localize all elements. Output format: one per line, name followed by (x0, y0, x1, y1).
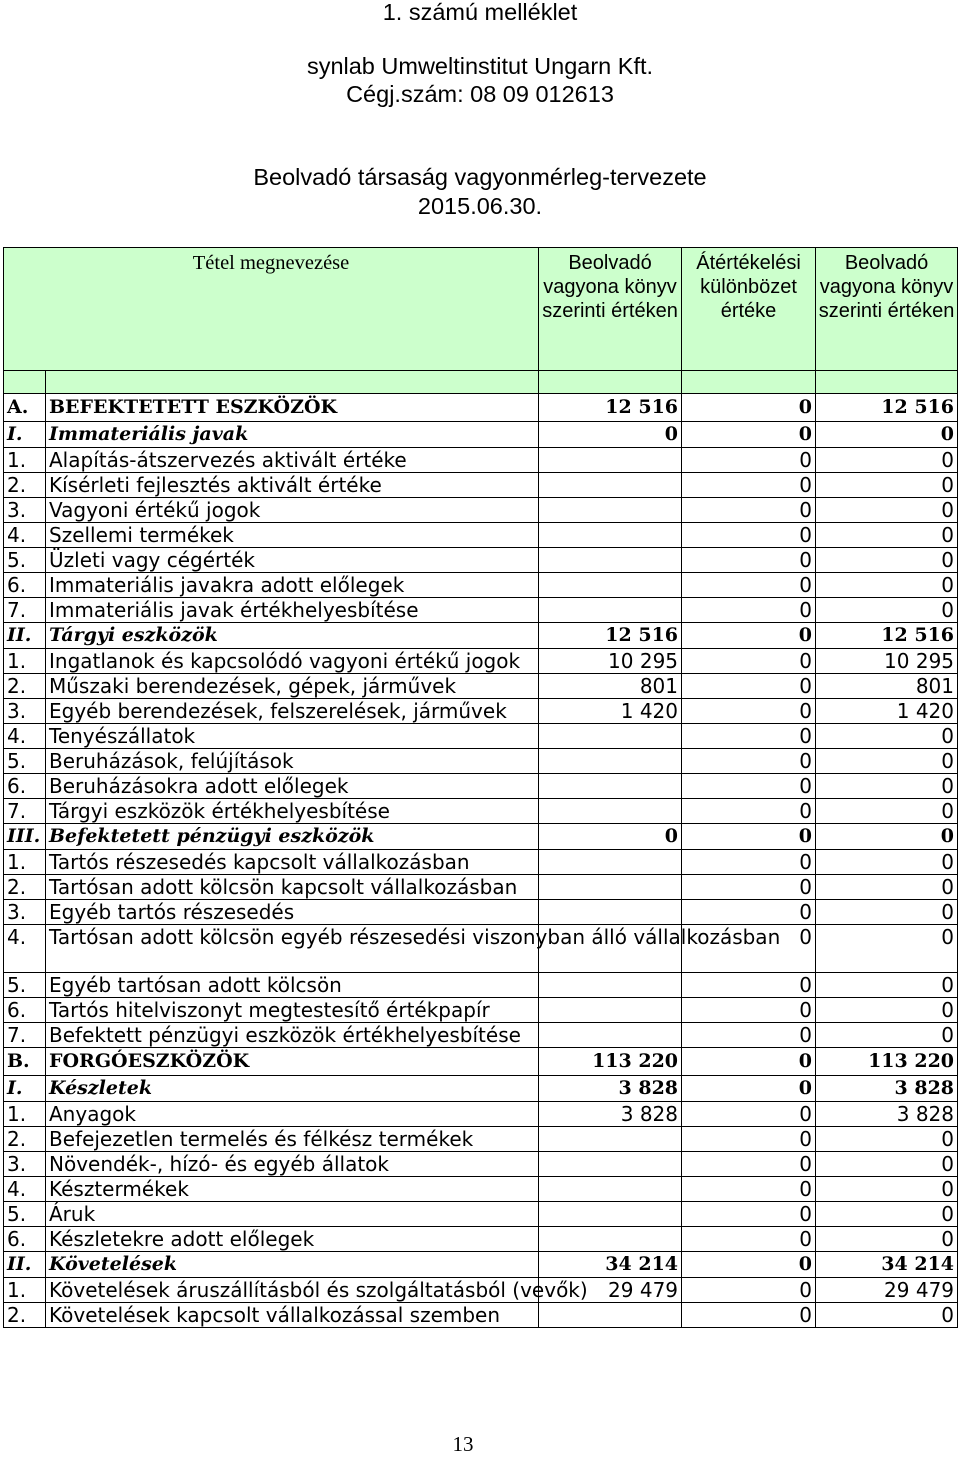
row-book-value: 801 (539, 674, 682, 699)
row-number: II. (4, 1252, 46, 1278)
row-number: A. (4, 394, 46, 422)
row-result-value: 0 (816, 774, 958, 799)
table-header-row (4, 248, 958, 371)
row-label: Üzleti vagy cégérték (46, 548, 539, 573)
table-row (4, 1202, 958, 1227)
row-label: Késztermékek (46, 1177, 539, 1202)
row-number: 4. (4, 1177, 46, 1202)
table-row (4, 473, 958, 498)
row-revaluation: 0 (682, 799, 816, 824)
row-number: 4. (4, 724, 46, 749)
row-label: BEFEKTETETT ESZKÖZÖK (46, 394, 539, 422)
row-label: Tárgyi eszközök értékhelyesbítése (46, 799, 539, 824)
row-result-value: 10 295 (816, 649, 958, 674)
row-number: I. (4, 1076, 46, 1102)
row-result-value: 0 (816, 749, 958, 774)
row-label: Egyéb tartós részesedés (46, 900, 539, 925)
row-label: Befektetett pénzügyi eszközök (46, 824, 539, 850)
row-revaluation: 0 (682, 749, 816, 774)
row-book-value (539, 1127, 682, 1152)
row-revaluation: 0 (682, 523, 816, 548)
row-book-value (539, 473, 682, 498)
row-result-value: 29 479 (816, 1278, 958, 1303)
table-row (4, 799, 958, 824)
row-book-value: 12 516 (539, 394, 682, 422)
row-revaluation: 0 (682, 422, 816, 448)
row-label: Befejezetlen termelés és félkész termékek (46, 1127, 539, 1152)
row-revaluation: 0 (682, 548, 816, 573)
row-label: Anyagok (46, 1102, 539, 1127)
row-revaluation: 0 (682, 925, 816, 973)
row-number: 2. (4, 473, 46, 498)
balance-table (3, 247, 958, 1328)
row-number: 6. (4, 1227, 46, 1252)
row-book-value: 29 479 (539, 1278, 682, 1303)
row-label: Beruházások, felújítások (46, 749, 539, 774)
table-row (4, 1023, 958, 1048)
row-number: 6. (4, 573, 46, 598)
row-book-value (539, 1202, 682, 1227)
row-label: Immateriális javak értékhelyesbítése (46, 598, 539, 623)
row-result-value: 0 (816, 1227, 958, 1252)
row-book-value (539, 598, 682, 623)
row-result-value: 0 (816, 598, 958, 623)
row-revaluation: 0 (682, 1303, 816, 1328)
row-result-value: 0 (816, 900, 958, 925)
table-row (4, 774, 958, 799)
row-result-value: 0 (816, 973, 958, 998)
table-row (4, 394, 958, 422)
table-row (4, 900, 958, 925)
row-label: Tartós hitelviszonyt megtestesítő értékpapír (46, 998, 539, 1023)
row-book-value: 0 (539, 422, 682, 448)
row-label: Vagyoni értékű jogok (46, 498, 539, 523)
spacer-cell (539, 371, 682, 394)
table-row (4, 523, 958, 548)
row-result-value: 0 (816, 473, 958, 498)
row-book-value (539, 900, 682, 925)
row-book-value (539, 998, 682, 1023)
row-revaluation: 0 (682, 1023, 816, 1048)
row-result-value: 0 (816, 850, 958, 875)
row-number: 4. (4, 523, 46, 548)
row-result-value: 0 (816, 824, 958, 850)
row-result-value: 0 (816, 1177, 958, 1202)
table-row (4, 623, 958, 649)
row-label: Tárgyi eszközök (46, 623, 539, 649)
row-result-value: 12 516 (816, 394, 958, 422)
row-number: 5. (4, 973, 46, 998)
row-number: 1. (4, 448, 46, 473)
row-number: 7. (4, 598, 46, 623)
row-result-value: 0 (816, 1152, 958, 1177)
row-revaluation: 0 (682, 448, 816, 473)
column-header-revaluation: Átértékelési különbözet értéke (682, 248, 816, 371)
row-number: 3. (4, 1152, 46, 1177)
table-row (4, 699, 958, 724)
row-result-value: 12 516 (816, 623, 958, 649)
table-row (4, 498, 958, 523)
row-book-value (539, 448, 682, 473)
row-number: II. (4, 623, 46, 649)
row-revaluation: 0 (682, 1127, 816, 1152)
row-revaluation: 0 (682, 1152, 816, 1177)
row-revaluation: 0 (682, 1202, 816, 1227)
row-label: Tartósan adott kölcsön kapcsolt vállalkozásban (46, 875, 539, 900)
table-row (4, 925, 958, 973)
row-result-value: 0 (816, 1303, 958, 1328)
spacer-cell (816, 371, 958, 394)
row-label: Tenyészállatok (46, 724, 539, 749)
row-result-value: 34 214 (816, 1252, 958, 1278)
row-book-value (539, 1303, 682, 1328)
row-result-value: 0 (816, 998, 958, 1023)
table-row (4, 598, 958, 623)
row-label: Alapítás-átszervezés aktivált értéke (46, 448, 539, 473)
row-book-value (539, 973, 682, 998)
row-number: 7. (4, 1023, 46, 1048)
row-book-value: 1 420 (539, 699, 682, 724)
row-result-value: 0 (816, 799, 958, 824)
row-book-value: 3 828 (539, 1102, 682, 1127)
row-result-value: 0 (816, 875, 958, 900)
row-label: Műszaki berendezések, gépek, járművek (46, 674, 539, 699)
row-result-value: 0 (816, 448, 958, 473)
row-book-value (539, 498, 682, 523)
table-row (4, 422, 958, 448)
row-book-value: 12 516 (539, 623, 682, 649)
table-row (4, 1278, 958, 1303)
row-revaluation: 0 (682, 1048, 816, 1076)
table-row (4, 749, 958, 774)
row-book-value (539, 548, 682, 573)
row-label: FORGÓESZKÖZÖK (46, 1048, 539, 1076)
row-result-value: 0 (816, 1023, 958, 1048)
row-book-value (539, 799, 682, 824)
table-row (4, 448, 958, 473)
row-revaluation: 0 (682, 623, 816, 649)
row-result-value: 0 (816, 925, 958, 973)
table-row (4, 573, 958, 598)
row-book-value (539, 749, 682, 774)
row-number: I. (4, 422, 46, 448)
row-book-value: 34 214 (539, 1252, 682, 1278)
row-book-value: 0 (539, 824, 682, 850)
row-revaluation: 0 (682, 699, 816, 724)
row-book-value (539, 523, 682, 548)
row-label: Tartós részesedés kapcsolt vállalkozásban (46, 850, 539, 875)
row-revaluation: 0 (682, 1076, 816, 1102)
row-label: Növendék-, hízó- és egyéb állatok (46, 1152, 539, 1177)
row-number: 1. (4, 1102, 46, 1127)
row-number: 4. (4, 925, 46, 973)
row-book-value: 113 220 (539, 1048, 682, 1076)
table-row (4, 548, 958, 573)
table-row (4, 1152, 958, 1177)
row-book-value (539, 1227, 682, 1252)
row-revaluation: 0 (682, 1227, 816, 1252)
row-result-value: 0 (816, 724, 958, 749)
row-number: 5. (4, 548, 46, 573)
row-label: Ingatlanok és kapcsolódó vagyoni értékű jogok (46, 649, 539, 674)
row-revaluation: 0 (682, 498, 816, 523)
row-revaluation: 0 (682, 649, 816, 674)
row-revaluation: 0 (682, 998, 816, 1023)
row-book-value (539, 875, 682, 900)
table-row (4, 1177, 958, 1202)
row-revaluation: 0 (682, 724, 816, 749)
table-row (4, 1076, 958, 1102)
row-label: Befektett pénzügyi eszközök értékhelyesbítése (46, 1023, 539, 1048)
spacer-cell (46, 371, 539, 394)
row-book-value: 10 295 (539, 649, 682, 674)
row-revaluation: 0 (682, 875, 816, 900)
row-result-value: 801 (816, 674, 958, 699)
row-label: Immateriális javak (46, 422, 539, 448)
row-revaluation: 0 (682, 850, 816, 875)
document-title: Beolvadó társaság vagyonmérleg-tervezete (253, 164, 707, 190)
column-header-result-value: Beolvadó vagyona könyv szerinti értéken (816, 248, 958, 371)
row-result-value: 1 420 (816, 699, 958, 724)
row-number: 5. (4, 1202, 46, 1227)
row-number: 2. (4, 1127, 46, 1152)
row-result-value: 0 (816, 523, 958, 548)
registration-number: Cégj.szám: 08 09 012613 (346, 81, 614, 107)
table-row (4, 875, 958, 900)
table-row (4, 1227, 958, 1252)
row-label: Követelések (46, 1252, 539, 1278)
row-book-value (539, 1152, 682, 1177)
balance-table-body (4, 248, 958, 1328)
row-revaluation: 0 (682, 394, 816, 422)
row-result-value: 3 828 (816, 1102, 958, 1127)
table-row (4, 1102, 958, 1127)
page-number: 13 (452, 1432, 474, 1456)
row-revaluation: 0 (682, 1102, 816, 1127)
row-book-value (539, 1177, 682, 1202)
table-row (4, 998, 958, 1023)
row-number: III. (4, 824, 46, 850)
row-revaluation: 0 (682, 1278, 816, 1303)
row-number: 7. (4, 799, 46, 824)
column-header-book-value: Beolvadó vagyona könyv szerinti értéken (539, 248, 682, 371)
row-number: 1. (4, 1278, 46, 1303)
row-result-value: 0 (816, 573, 958, 598)
row-revaluation: 0 (682, 824, 816, 850)
row-label: Követelések áruszállításból és szolgáltatásból (vevők) (46, 1278, 539, 1303)
row-number: 3. (4, 699, 46, 724)
table-row (4, 1303, 958, 1328)
column-header-name: Tétel megnevezése (4, 248, 539, 371)
row-revaluation: 0 (682, 674, 816, 699)
row-number: 3. (4, 498, 46, 523)
row-number: 6. (4, 998, 46, 1023)
table-row (4, 824, 958, 850)
table-row (4, 973, 958, 998)
row-number: 3. (4, 900, 46, 925)
table-row (4, 850, 958, 875)
row-number: 2. (4, 674, 46, 699)
row-book-value (539, 573, 682, 598)
row-result-value: 0 (816, 548, 958, 573)
row-number: 2. (4, 1303, 46, 1328)
row-number: 2. (4, 875, 46, 900)
row-label: Beruházásokra adott előlegek (46, 774, 539, 799)
table-spacer-row (4, 371, 958, 394)
table-row (4, 674, 958, 699)
row-number: 1. (4, 850, 46, 875)
row-label: Szellemi termékek (46, 523, 539, 548)
row-revaluation: 0 (682, 1252, 816, 1278)
row-number: 5. (4, 749, 46, 774)
row-book-value (539, 850, 682, 875)
row-number: 6. (4, 774, 46, 799)
row-book-value: 3 828 (539, 1076, 682, 1102)
row-revaluation: 0 (682, 900, 816, 925)
row-result-value: 113 220 (816, 1048, 958, 1076)
row-label: Készletekre adott előlegek (46, 1227, 539, 1252)
row-revaluation: 0 (682, 573, 816, 598)
row-book-value (539, 1023, 682, 1048)
row-result-value: 0 (816, 498, 958, 523)
row-revaluation: 0 (682, 973, 816, 998)
row-label: Egyéb tartósan adott kölcsön (46, 973, 539, 998)
row-label: Tartósan adott kölcsön egyéb részesedési viszonyban álló vállalkozásban (46, 925, 539, 973)
annex-label: 1. számú melléklet (382, 0, 578, 25)
row-revaluation: 0 (682, 473, 816, 498)
table-row (4, 1048, 958, 1076)
document-date: 2015.06.30. (417, 193, 543, 219)
row-revaluation: 0 (682, 1177, 816, 1202)
row-revaluation: 0 (682, 774, 816, 799)
table-row (4, 649, 958, 674)
row-label: Áruk (46, 1202, 539, 1227)
row-result-value: 3 828 (816, 1076, 958, 1102)
row-label: Kísérleti fejlesztés aktivált értéke (46, 473, 539, 498)
row-label: Immateriális javakra adott előlegek (46, 573, 539, 598)
row-label: Követelések kapcsolt vállalkozással szemben (46, 1303, 539, 1328)
spacer-cell (4, 371, 46, 394)
row-label: Egyéb berendezések, felszerelések, járművek (46, 699, 539, 724)
table-row (4, 1252, 958, 1278)
row-result-value: 0 (816, 1202, 958, 1227)
row-book-value (539, 724, 682, 749)
company-name: synlab Umweltinstitut Ungarn Kft. (306, 53, 654, 79)
row-book-value (539, 774, 682, 799)
row-number: B. (4, 1048, 46, 1076)
row-result-value: 0 (816, 1127, 958, 1152)
row-result-value: 0 (816, 422, 958, 448)
table-row (4, 1127, 958, 1152)
spacer-cell (682, 371, 816, 394)
table-row (4, 724, 958, 749)
row-revaluation: 0 (682, 598, 816, 623)
row-number: 1. (4, 649, 46, 674)
row-label: Készletek (46, 1076, 539, 1102)
